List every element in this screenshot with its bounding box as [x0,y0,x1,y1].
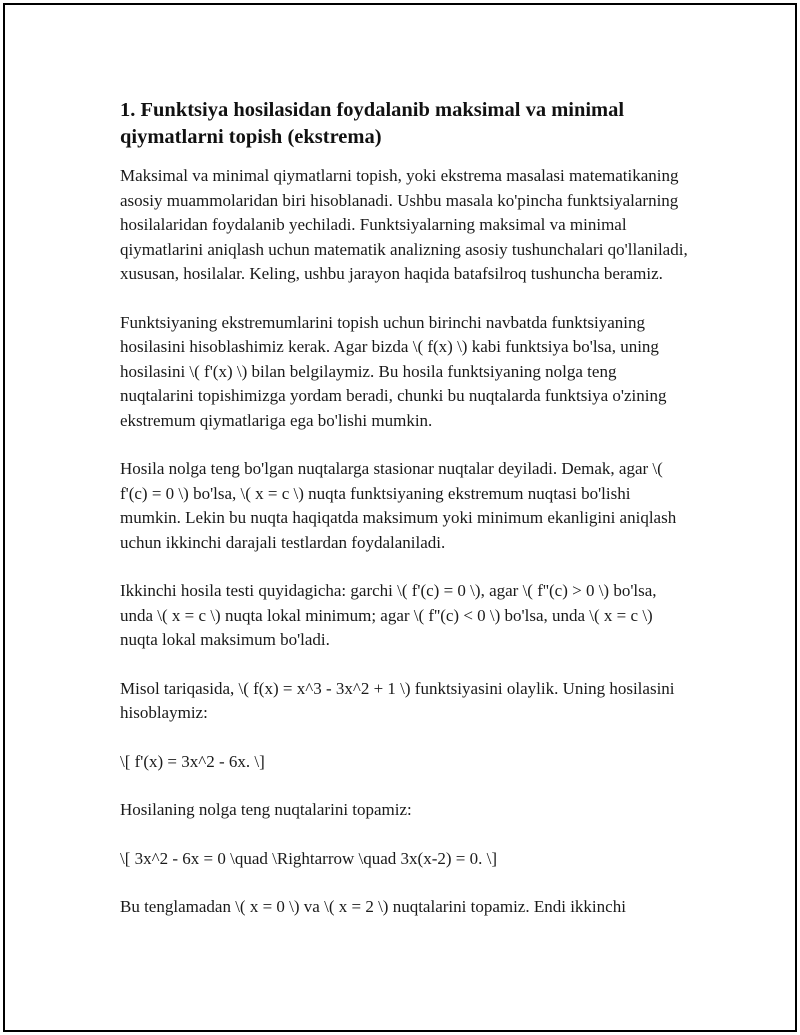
paragraph-intro: Maksimal va minimal qiymatlarni topish, yoki ekstrema masalasi matematikaning asosiy muammolaridan biri hisoblanadi. Ushbu masala ko'pincha funktsiyalarning hosilalaridan foydalanib yechiladi. Funktsiyalarning maksimal va minimal qiymatlarini aniqlash uchun matematik analizning asosiy tushunchalari qo'llaniladi, xususan, hosilalar. Keling, ushbu jarayon haqida batafsilroq tushuncha beramiz. [120,166,688,283]
equation-zeros: \[ 3x^2 - 6x = 0 \quad \Rightarrow \quad 3x(x-2) = 0. \] [120,848,498,868]
section-title: 1. Funktsiya hosilasidan foydalanib maksimal va minimal qiymatlarni topish (ekstrema) [120,99,625,148]
paragraph-solutions: Bu tenglamadan \( x = 0 \) va \( x = 2 \) nuqtalarini topamiz. Endi ikkinchi [120,897,626,916]
paragraph-derivative: Funktsiyaning ekstremumlarini topish uchun birinchi navbatda funktsiyaning hosilasini hisoblashimiz kerak. Agar bizda \( f(x) \) kabi funktsiya bo'lsa, uning hosilasini \( f'(x) \) bilan belgilaymiz. Bu hosila funktsiyaning nolga teng nuqtalarini topishimizga yordam beradi, chunki bu nuqtalarda funktsiya o'zining ekstremum qiymatlariga ega bo'lishi mumkin. [120,312,667,430]
paragraph-zeros: Hosilaning nolga teng nuqtalarini topamiz: [120,800,412,819]
paragraph-stationary-points: Hosila nolga teng bo'lgan nuqtalarga stasionar nuqtalar deyiladi. Demak, agar \( f'(c) = 0 \) bo'lsa, \( x = c \) nuqta funktsiyaning ekstremum nuqtasi bo'lishi mumkin. Lekin bu nuqta haqiqatda maksimum yoki minimum ekanligini aniqlash uchun ikkinchi darajali testlardan foydalaniladi. [120,459,677,552]
page-border [3,3,797,1032]
paragraph-example: Misol tariqasida, \( f(x) = x^3 - 3x^2 + 1 \) funktsiyasini olaylik. Uning hosilasini hisoblaymiz: [120,678,675,722]
document-body [120,97,690,944]
paragraph-second-derivative-test: Ikkinchi hosila testi quyidagicha: garchi \( f'(c) = 0 \), agar \( f''(c) > 0 \) bo'lsa, unda \( x = c \) nuqta lokal minimum; agar \( f''(c) < 0 \) bo'lsa, unda \( x = c \) nuqta lokal maksimum bo'ladi. [120,581,657,649]
equation-derivative: \[ f'(x) = 3x^2 - 6x. \] [120,751,265,771]
